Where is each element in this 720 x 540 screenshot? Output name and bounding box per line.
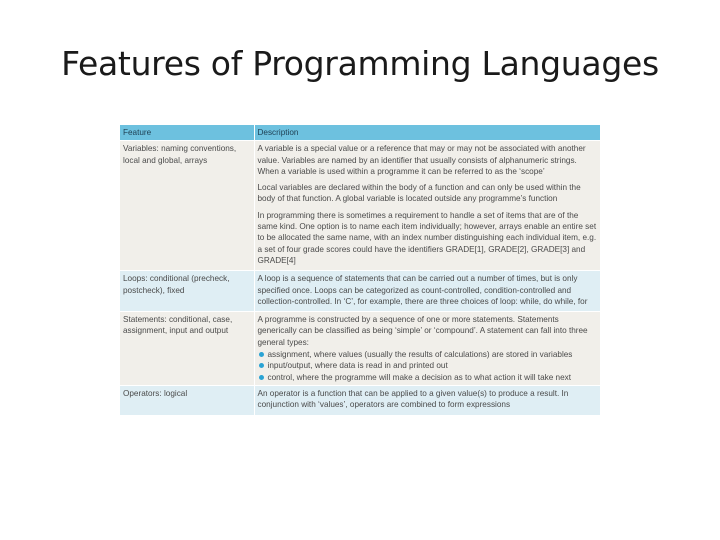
features-table-container	[120, 125, 600, 415]
list-item-text: assignment, where values (usually the results of calculations) are stored in variables	[267, 350, 573, 360]
description-cell	[254, 141, 600, 271]
slide-title: Features of Programming Languages	[61, 44, 659, 83]
bullet-dot-icon	[259, 363, 264, 368]
table-row-variables	[120, 141, 600, 271]
feature-cell: Statements: conditional, case, assignment, input and output	[120, 312, 254, 386]
description-cell	[254, 385, 600, 414]
description-paragraph: Local variables are declared within the body of a function and can only be used within the body of that function. A global variable is located outside any programme’s function	[257, 183, 581, 204]
statement-types-list	[258, 349, 598, 383]
table-row-loops	[120, 271, 600, 312]
description-cell	[254, 312, 600, 386]
list-item	[258, 349, 598, 360]
table-row-statements	[120, 312, 600, 386]
header-description: Description	[254, 125, 600, 141]
list-item	[258, 372, 598, 383]
table-row-operators	[120, 385, 600, 414]
description-paragraph: A variable is a special value or a reference that may or may not be associated with another value. Variables are named by an identifier that usually consists of alphanumeric strings. When a variable is used within a programme it can be referred to as the ‘scope’	[257, 144, 586, 176]
bullet-dot-icon	[259, 375, 264, 380]
list-item-text: control, where the programme will make a decision as to what action it will take next	[267, 372, 572, 382]
description-cell	[254, 271, 600, 312]
feature-cell: Variables: naming conventions, local and global, arrays	[120, 141, 254, 271]
feature-cell: Loops: conditional (precheck, postcheck), fixed	[120, 271, 254, 312]
table-header-row	[120, 125, 600, 141]
features-table	[120, 125, 601, 415]
description-paragraph: A loop is a sequence of statements that can be carried out a number of times, but is only specified once. Loops can be categorized as count-controlled, condition-controlled and collection-controlled. In ‘C’, for example, there are three choices of loop: while, do while, for	[257, 274, 588, 306]
description-paragraph: In programming there is sometimes a requirement to handle a set of items that are of the same kind. One option is to name each item individually; however, arrays enable an entire set to be allocated the same name, with an index number distinguishing each individual item, e.g. a set of four grade scores could have the identifiers GRADE[1], GRADE[2], GRADE[3] and GRADE[4]	[257, 210, 597, 265]
description-paragraph: A programme is constructed by a sequence of one or more statements. Statements generically can be classified as being ‘simple’ or ‘compound’. A statement can fall into three general types:	[257, 315, 588, 347]
feature-cell: Operators: logical	[120, 385, 254, 414]
header-feature: Feature	[120, 125, 254, 141]
bullet-dot-icon	[259, 352, 264, 357]
description-paragraph: An operator is a function that can be applied to a given value(s) to produce a result. In conjunction with ‘values’, operators are combined to form expressions	[257, 388, 569, 410]
list-item	[258, 360, 598, 371]
list-item-text: input/output, where data is read in and printed out	[267, 361, 448, 371]
